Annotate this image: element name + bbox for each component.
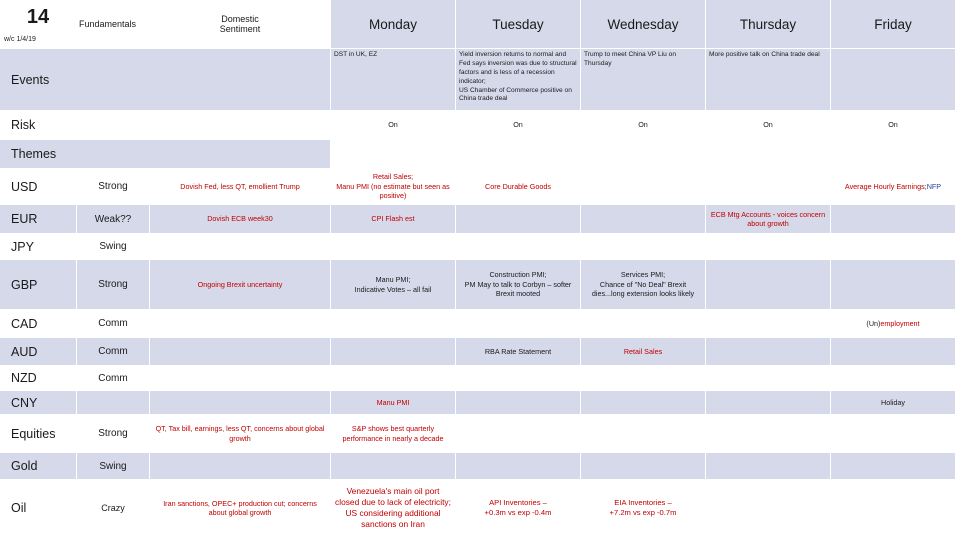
aud-sentiment — [150, 338, 330, 365]
risk-wednesday: On — [638, 120, 648, 130]
day-header-monday: Monday — [331, 0, 455, 48]
oil-sentiment: Iran sanctions, OPEC+ production cut; concerns about global growth — [163, 498, 317, 517]
risk-row-label: Risk — [11, 118, 36, 132]
gbp-wednesday: Services PMI; Chance of "No Deal" Brexit dies...long extension looks likely — [581, 260, 705, 309]
equities-fundamentals: Strong — [98, 428, 128, 439]
events-wednesday: Trump to meet China VP Liu on Thursday — [581, 49, 705, 110]
events-friday — [831, 49, 955, 110]
gbp-fundamentals: Strong — [77, 260, 149, 309]
gbp-sentiment: Ongoing Brexit uncertainty — [150, 260, 330, 309]
equities-sentiment: QT, Tax bill, earnings, less QT, concerns about global growth — [155, 424, 325, 443]
usd-friday — [831, 169, 955, 204]
week-number: 14 — [26, 6, 50, 28]
gbp-tuesday: Construction PMI; PM May to talk to Corbyn – softer Brexit mooted — [456, 260, 580, 309]
oil-tuesday: API Inventories – +0.3m vs exp -0.4m — [484, 498, 552, 517]
oil-wednesday: EIA Inventories – +7.2m vs exp -0.7m — [609, 498, 677, 517]
risk-tuesday: On — [513, 120, 523, 130]
nzd-label: NZD — [11, 371, 37, 385]
day-header-tuesday: Tuesday — [456, 0, 580, 48]
oil-monday: Venezuela's main oil port closed due to lack of electricity; US considering additional sanctions on Iran — [335, 486, 451, 529]
eur-wednesday — [581, 205, 705, 233]
gold-sentiment — [150, 453, 330, 479]
gold-label: Gold — [0, 453, 76, 479]
day-header-wednesday: Wednesday — [581, 0, 705, 48]
aud-fundamentals: Comm — [77, 338, 149, 365]
gold-fundamentals: Swing — [77, 453, 149, 479]
gold-thursday — [706, 453, 830, 479]
risk-friday: On — [888, 120, 898, 130]
events-thursday: More positive talk on China trade deal — [706, 49, 830, 110]
oil-fundamentals: Crazy — [101, 503, 125, 513]
cny-thursday — [706, 391, 830, 414]
cny-tuesday — [456, 391, 580, 414]
usd-label: USD — [11, 179, 38, 194]
eur-sentiment: Dovish ECB week30 — [150, 205, 330, 233]
aud-monday — [331, 338, 455, 365]
equities-monday: S&P shows best quarterly performance in nearly a decade — [342, 424, 444, 443]
cad-friday — [831, 310, 955, 337]
jpy-label: JPY — [11, 239, 34, 254]
week-commencing-date: w/c 1/4/19 — [4, 35, 36, 43]
aud-wednesday: Retail Sales — [581, 338, 705, 365]
aud-friday — [831, 338, 955, 365]
themes-row-label: Themes — [0, 140, 330, 168]
usd-sentiment: Dovish Fed, less QT, emollient Trump — [180, 181, 300, 191]
cny-monday: Manu PMI — [331, 391, 455, 414]
eur-fundamentals: Weak?? — [77, 205, 149, 233]
eur-monday: CPI Flash est — [331, 205, 455, 233]
nzd-fundamentals: Comm — [98, 372, 128, 384]
cny-wednesday — [581, 391, 705, 414]
cny-fundamentals — [77, 391, 149, 414]
cad-friday-employment: employment — [880, 318, 920, 328]
usd-friday-separator: ; — [924, 181, 927, 191]
gold-tuesday — [456, 453, 580, 479]
gbp-monday: Manu PMI; Indicative Votes – all fail — [331, 260, 455, 309]
gbp-thursday — [706, 260, 830, 309]
day-header-friday: Friday — [831, 0, 955, 48]
eur-friday — [831, 205, 955, 233]
cad-fundamentals: Comm — [98, 318, 128, 329]
gbp-friday — [831, 260, 955, 309]
day-header-thursday: Thursday — [706, 0, 830, 48]
usd-fundamentals: Strong — [98, 181, 128, 192]
eur-label: EUR — [0, 205, 76, 233]
gold-monday — [331, 453, 455, 479]
gbp-label: GBP — [0, 260, 76, 309]
cny-label: CNY — [0, 391, 76, 414]
usd-friday-nfp: NFP — [926, 181, 942, 191]
usd-tuesday: Core Durable Goods — [485, 181, 551, 191]
aud-label: AUD — [0, 338, 76, 365]
eur-tuesday — [456, 205, 580, 233]
gold-friday — [831, 453, 955, 479]
usd-friday-earnings: Average Hourly Earnings — [844, 181, 925, 191]
usd-monday: Retail Sales; Manu PMI (no estimate but seen as positive) — [336, 172, 450, 201]
aud-thursday — [706, 338, 830, 365]
risk-thursday: On — [763, 120, 773, 130]
equities-label: Equities — [11, 426, 56, 441]
domestic-sentiment-header: Domestic Sentiment — [219, 14, 261, 34]
oil-label: Oil — [11, 501, 27, 515]
cad-friday-prefix: (Un) — [866, 318, 881, 328]
aud-tuesday: RBA Rate Statement — [456, 338, 580, 365]
events-tuesday: Yield inversion returns to normal and Fed says inversion was due to structural factors and is less of a recession indicator; US Chamber of Commerce positive on China trade deal — [456, 49, 580, 110]
gold-wednesday — [581, 453, 705, 479]
cny-friday: Holiday — [831, 391, 955, 414]
eur-thursday: ECB Mtg Accounts - voices concern about growth — [706, 205, 830, 233]
risk-monday: On — [388, 120, 398, 130]
cny-sentiment — [150, 391, 330, 414]
events-monday: DST in UK, EZ — [331, 49, 455, 110]
jpy-fundamentals: Swing — [99, 241, 127, 252]
cad-label: CAD — [11, 316, 38, 331]
events-row-label: Events — [0, 49, 330, 110]
fundamentals-header: Fundamentals — [79, 19, 137, 29]
